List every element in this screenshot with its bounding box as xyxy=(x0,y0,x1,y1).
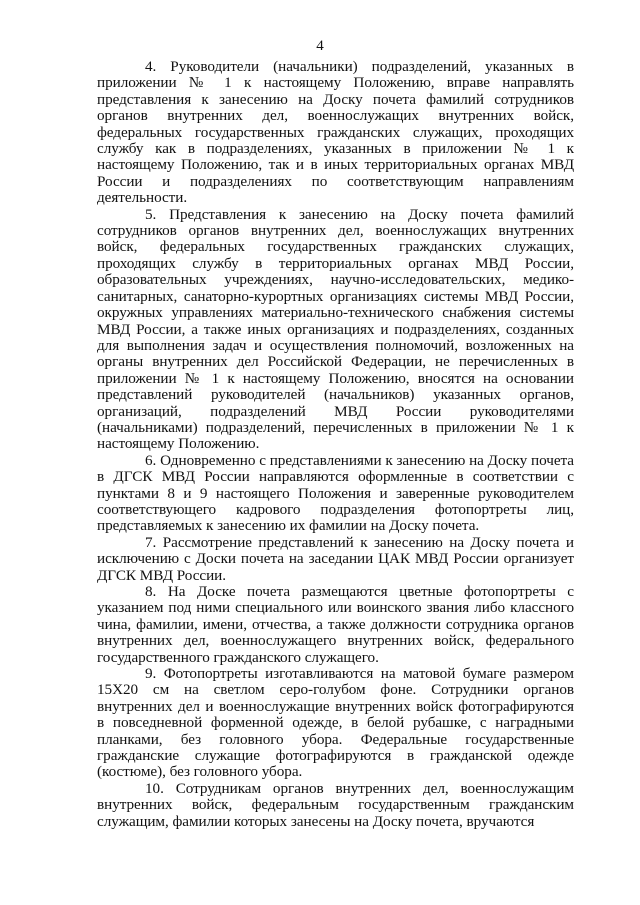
paragraph-5: 5. Представления к занесению на Доску почета фамилий сотрудников органов внутренних дел, военнослужащих внутренних войск, федеральных государственных гражданских служащих, проходящих службу в территориальных органах МВД России, образовательных учреждениях, научно-исследовательских, медико-санитарных, санаторно-курортных организациях системы МВД России, окружных управлениях материально-технического снабжения системы МВД России, а также иных организациях и подразделениях, созданных для выполнения задач и осуществления полномочий, возложенных на органы внутренних дел Российской Федерации, не перечисленных в приложении № 1 к настоящему Положению, вносятся на основании представлений руководителей (начальников) указанных органов, организаций, подразделений МВД России руководителями (начальниками) подразделений, перечисленных в приложении № 1 к настоящему Положению. xyxy=(97,205,574,453)
page-number: 4 xyxy=(316,38,324,54)
paragraph-6: 6. Одновременно с представлениями к занесению на Доску почета в ДГСК МВД России направляются оформленные в соответствии с пунктами 8 и 9 настоящего Положения и заверенные руководителем соответствующего кадрового подразделения фотопортреты лиц, представляемых к занесению их фамилии на Доску почета. xyxy=(97,451,574,535)
paragraph-10: 10. Сотрудникам органов внутренних дел, военнослужащим внутренних войск, федеральным государственным гражданским служащим, фамилии которых занесены на Доску почета, вручаются xyxy=(97,779,574,830)
paragraph-7: 7. Рассмотрение представлений к занесению на Доску почета и исключению с Доски почета на заседании ЦАК МВД России организует ДГСК МВД России. xyxy=(97,533,574,584)
paragraph-9: 9. Фотопортреты изготавливаются на матовой бумаге размером 15Х20 см на светлом серо-голубом фоне. Сотрудники органов внутренних дел и военнослужащие внутренних войск фотографируются в повседневной форменной одежде, в белой рубашке, с наградными планками, без головного убора. Федеральные государственные гражданские служащие фотографируются в гражданской одежде (костюме), без головного убора. xyxy=(97,665,574,781)
document-body xyxy=(97,59,574,830)
paragraph-4: 4. Руководители (начальники) подразделений, указанных в приложении № 1 к настоящему Положению, вправе направлять представления к занесению на Доску почета фамилий сотрудников органов внутренних дел, военнослужащих внутренних войск, федеральных государственных гражданских служащих, проходящих службу как в подразделениях, указанных в приложении № 1 к настоящему Положению, так и в иных территориальных органах МВД России и подразделениях по соответствующим направлениям деятельности. xyxy=(97,58,574,207)
paragraph-8: 8. На Доске почета размещаются цветные фотопортреты с указанием под ними специального или воинского звания либо классного чина, фамилии, имени, отчества, а также должности сотрудника органов внутренних дел, военнослужащего внутренних войск, федерального государственного гражданского служащего. xyxy=(97,583,574,666)
